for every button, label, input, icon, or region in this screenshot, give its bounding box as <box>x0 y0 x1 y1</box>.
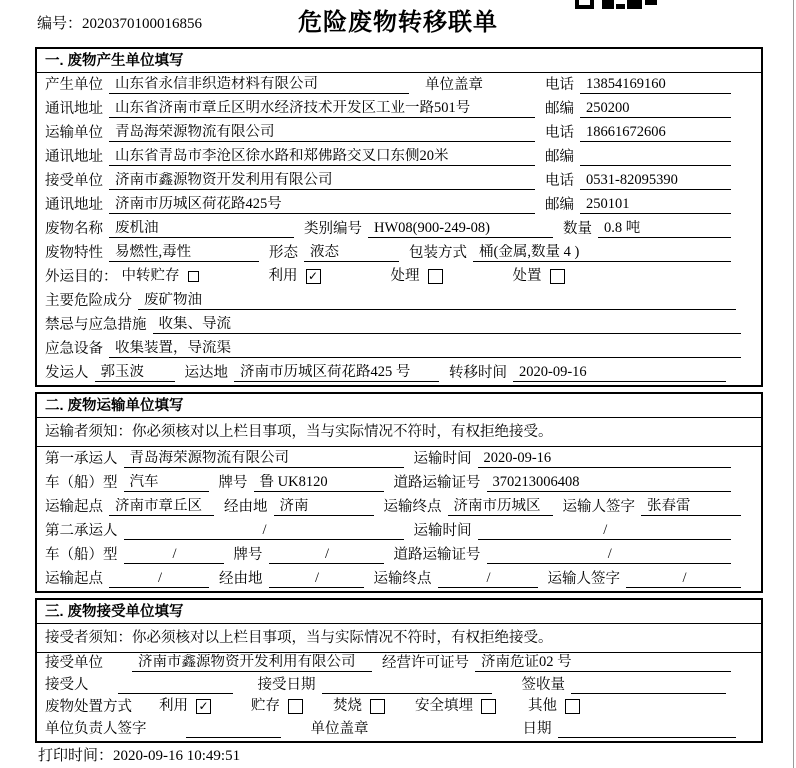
receiver-phone-value: 0531-82095390 <box>580 172 731 190</box>
field-label: 外运目的： <box>45 269 118 285</box>
receiver-person-value <box>118 677 233 694</box>
field-label: 运输时间 <box>413 523 472 539</box>
field-label: 运达地 <box>184 365 228 381</box>
checkbox-label: 处置 <box>512 268 542 284</box>
road-permit-1-value: 370213006408 <box>487 474 732 492</box>
emergency-equipment-value: 收集装置，导流渠 <box>109 340 741 358</box>
notice-text: 运输者须知：你必须核对以上栏目事项，当与实际情况不符时，有权拒绝接受。 <box>37 418 761 447</box>
field-label: 通讯地址 <box>45 197 103 213</box>
transport-postcode-value <box>580 149 731 166</box>
waste-quantity-value: 0.8 吨 <box>598 220 731 238</box>
carrier-signature-1-value: 张春雷 <box>641 498 741 516</box>
form-row <box>37 265 761 289</box>
field-group <box>45 124 545 145</box>
origin-1-value: 济南市章丘区 <box>109 498 214 516</box>
receiver-company-value: 济南市鑫源物资开发利用有限公司 <box>109 172 535 190</box>
section-title: 三. 废物接受单位填写 <box>37 600 761 624</box>
checkbox-treat <box>391 267 443 285</box>
main-hazard-component-value: 废矿物油 <box>138 292 736 310</box>
form-row <box>37 447 761 471</box>
field-label: 牌号 <box>218 475 248 491</box>
field-label: 运输时间 <box>413 451 472 467</box>
form-row <box>37 567 761 591</box>
carrier-signature-2-value: / <box>626 570 741 588</box>
field-label: 牌号 <box>233 547 263 563</box>
field-label: 接受单位 <box>45 173 103 189</box>
checkbox-disposal-utilize-box: ✓ <box>196 699 211 714</box>
checkbox-label: 焚烧 <box>333 698 362 714</box>
field-label: 数量 <box>563 221 592 237</box>
first-carrier-value: 青岛海荣源物流有限公司 <box>124 450 404 468</box>
origin-2-value: / <box>109 570 209 588</box>
second-carrier-value: / <box>124 522 404 540</box>
field-label: 运输单位 <box>45 125 103 141</box>
vehicle-type-2-value: / <box>124 546 224 564</box>
endpoint-2-value: / <box>438 570 538 588</box>
checkbox-disposal-landfill <box>415 697 496 715</box>
receiver-address-value: 济南市历城区荷花路425号 <box>109 196 535 214</box>
form-row <box>37 675 761 697</box>
section-receiver <box>35 598 763 743</box>
field-label: 接受单位 <box>45 655 103 671</box>
form-row <box>37 719 761 741</box>
field-label: 经营许可证号 <box>382 655 469 671</box>
field-label: 主要危险成分 <box>45 293 132 309</box>
checkbox-disposal-other <box>528 697 580 715</box>
field-label: 电话 <box>545 77 574 93</box>
checkbox-disposal-landfill-box <box>481 699 496 714</box>
field-label: 禁忌与应急措施 <box>45 317 147 333</box>
field-label: 通讯地址 <box>45 101 103 117</box>
checkbox-disposal-incinerate-box <box>370 699 385 714</box>
field-label: 废物处置方式 <box>45 699 132 715</box>
form-row <box>37 97 761 121</box>
via-1-value: 济南 <box>274 498 374 516</box>
waste-name-value: 废机油 <box>109 220 294 238</box>
transfer-date-value: 2020-09-16 <box>513 364 726 382</box>
form-row <box>37 361 761 385</box>
waste-category-code-value: HW08(900-249-08) <box>368 220 553 238</box>
checkbox-disposal-incinerate <box>333 697 385 715</box>
field-label: 应急设备 <box>45 341 103 357</box>
checkbox-disposal-utilize <box>159 697 211 715</box>
form-row <box>37 169 761 193</box>
field-label: 单位负责人签字 <box>45 721 147 737</box>
form-row <box>37 217 761 241</box>
serial-value: 2020370100016856 <box>82 16 203 32</box>
emergency-measures-value: 收集、导流 <box>153 316 742 334</box>
producer-address-value: 山东省济南市章丘区明水经济技术开发区工业一路501号 <box>109 100 535 118</box>
field-group <box>45 196 545 217</box>
form-row <box>37 337 761 361</box>
field-label: 电话 <box>545 125 574 141</box>
field-label: 电话 <box>545 173 574 189</box>
checkbox-utilize <box>269 267 321 285</box>
field-label: 日期 <box>522 721 552 737</box>
checkbox-treat-box <box>428 269 443 284</box>
form-row <box>37 289 761 313</box>
checkbox-dispose <box>513 267 565 285</box>
print-time <box>38 744 240 765</box>
form-row <box>37 73 761 97</box>
section-title: 一. 废物产生单位填写 <box>37 49 761 73</box>
field-label: 第二承运人 <box>45 523 118 539</box>
field-group <box>45 172 545 193</box>
field-label: 单位盖章 <box>425 77 483 93</box>
section-transporter <box>35 392 763 593</box>
plate-number-2-value: / <box>269 546 384 564</box>
receiver-postcode-value: 250101 <box>580 196 731 214</box>
checkbox-label: 其他 <box>528 698 557 714</box>
form-row <box>37 471 761 495</box>
section-producer <box>35 47 763 387</box>
waste-form-value: 液态 <box>304 244 399 262</box>
field-label: 产生单位 <box>45 77 103 93</box>
print-time-value: 2020-09-16 10:49:51 <box>113 748 241 764</box>
vehicle-type-1-value: 汽车 <box>124 474 209 492</box>
form-row <box>37 519 761 543</box>
field-label: 邮编 <box>545 101 574 117</box>
destination-value: 济南市历城区荷花路425 号 <box>234 364 439 382</box>
transport-phone-value: 18661672606 <box>580 124 731 142</box>
field-label: 单位盖章 <box>310 721 369 737</box>
checkbox-label: 安全填埋 <box>415 698 473 714</box>
checkbox-label: 中转贮存 <box>121 268 180 284</box>
form-row <box>37 121 761 145</box>
producer-phone-value: 13854169160 <box>580 76 731 94</box>
form-sections <box>35 47 763 748</box>
transport-company-value: 青岛海荣源物流有限公司 <box>109 124 535 142</box>
field-label: 包装方式 <box>409 245 467 261</box>
waste-property-value: 易燃性,毒性 <box>109 244 259 262</box>
shipper-value: 郭玉波 <box>95 364 175 382</box>
form-row <box>37 145 761 169</box>
page-edge-line <box>793 0 794 768</box>
field-label: 运输人签字 <box>562 499 635 515</box>
checkbox-transit-storage-box <box>188 271 199 282</box>
via-2-value: / <box>269 570 364 588</box>
producer-postcode-value: 250200 <box>580 100 731 118</box>
form-row <box>37 495 761 519</box>
receive-stamp-date-value <box>558 721 737 738</box>
field-group <box>45 148 545 169</box>
checkbox-disposal-other-box <box>565 699 580 714</box>
checkbox-label: 利用 <box>268 268 298 284</box>
field-label: 道路运输证号 <box>393 475 481 491</box>
producer-name-value: 山东省永信非织造材料有限公司 <box>109 76 409 94</box>
signed-quantity-value <box>571 677 726 694</box>
field-label: 道路运输证号 <box>393 547 481 563</box>
form-row <box>37 241 761 265</box>
field-label: 邮编 <box>545 197 574 213</box>
packaging-value: 桶(金属,数量 4 ) <box>473 244 731 262</box>
field-label: 废物名称 <box>45 221 103 237</box>
field-label: 接受日期 <box>257 677 316 693</box>
form-row <box>37 543 761 567</box>
checkbox-label: 贮存 <box>251 698 280 714</box>
field-group <box>45 76 545 97</box>
license-number-value: 济南危证02 号 <box>475 654 731 672</box>
field-label: 邮编 <box>545 149 574 165</box>
checkbox-label: 利用 <box>159 698 188 714</box>
checkbox-transit-storage <box>122 267 199 285</box>
field-label: 运输终点 <box>383 499 442 515</box>
checkbox-disposal-store-box <box>288 699 303 714</box>
plate-number-1-value: 鲁 UK8120 <box>254 474 384 492</box>
form-row <box>37 313 761 337</box>
field-label: 转移时间 <box>449 365 507 381</box>
field-label: 经由地 <box>224 499 268 515</box>
field-label: 经由地 <box>219 571 263 587</box>
field-label: 第一承运人 <box>45 451 118 467</box>
field-label: 类别编号 <box>304 221 362 237</box>
road-permit-2-value: / <box>487 546 732 564</box>
checkbox-label: 处理 <box>390 268 420 284</box>
page-title: 危险废物转移联单 <box>298 9 498 36</box>
form-row <box>37 653 761 675</box>
field-label: 车（船）型 <box>45 475 118 491</box>
transport-address-value: 山东省青岛市李沧区徐水路和郑佛路交叉口东侧20米 <box>109 148 535 166</box>
field-group <box>45 100 545 121</box>
receive-date-value <box>322 677 492 694</box>
checkbox-disposal-store <box>251 697 303 715</box>
field-label: 发运人 <box>45 365 89 381</box>
field-label: 废物特性 <box>45 245 103 261</box>
field-label: 运输起点 <box>45 571 103 587</box>
transport-time-1-value: 2020-09-16 <box>478 450 732 468</box>
field-label: 签收量 <box>521 677 565 693</box>
receiving-unit-value: 济南市鑫源物资开发利用有限公司 <box>132 654 372 672</box>
print-time-label: 打印时间： <box>38 748 114 764</box>
field-label: 通讯地址 <box>45 149 103 165</box>
field-label: 接受人 <box>45 677 89 693</box>
form-row <box>37 193 761 217</box>
endpoint-1-value: 济南市历城区 <box>448 498 553 516</box>
checkbox-dispose-box <box>550 269 565 284</box>
transport-time-2-value: / <box>478 522 732 540</box>
section-title: 二. 废物运输单位填写 <box>37 394 761 418</box>
notice-text: 接受者须知：你必须核对以上栏目事项，当与实际情况不符时，有权拒绝接受。 <box>37 624 761 653</box>
responsible-signature-value <box>186 721 281 738</box>
checkbox-utilize-box: ✓ <box>306 269 321 284</box>
field-label: 车（船）型 <box>45 547 118 563</box>
field-label: 运输起点 <box>45 499 103 515</box>
field-label: 形态 <box>269 245 298 261</box>
field-label: 运输终点 <box>373 571 432 587</box>
serial-label: 编号： <box>37 16 83 32</box>
form-row <box>37 697 761 719</box>
field-label: 运输人签字 <box>547 571 620 587</box>
